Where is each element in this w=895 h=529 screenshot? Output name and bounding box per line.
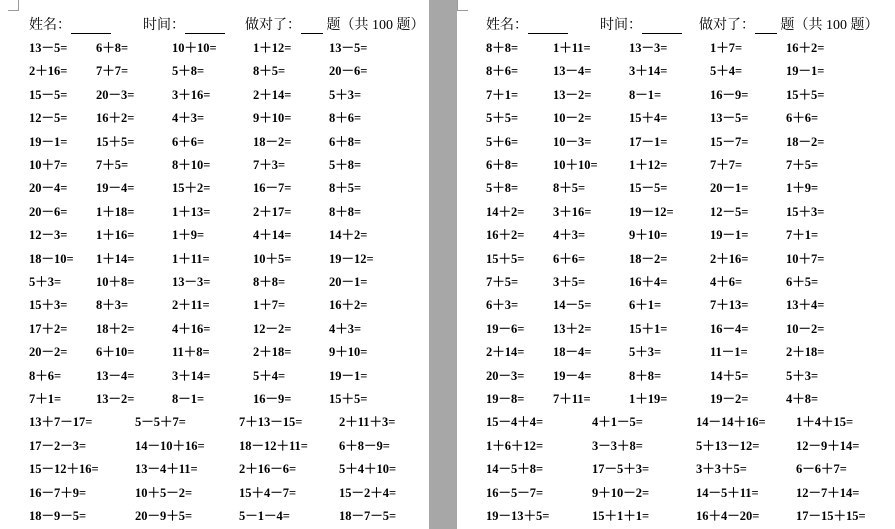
math-problem: 13－5=	[329, 41, 368, 55]
math-problem: 2＋17=	[253, 204, 292, 219]
time-blank[interactable]	[642, 19, 682, 34]
problem-row	[0, 132, 429, 152]
math-problem: 10＋5=	[253, 251, 292, 266]
math-problem: 1＋12=	[629, 158, 668, 172]
math-problem: 16＋2=	[96, 111, 135, 126]
math-problem: 9＋10=	[253, 111, 292, 126]
math-problem: 19－12=	[329, 251, 374, 266]
math-problem: 6－6＋7=	[796, 462, 847, 477]
time-field	[143, 14, 225, 34]
math-problem: 17－5＋3=	[592, 462, 650, 477]
math-problem: 8＋8=	[253, 275, 286, 289]
problem-row	[457, 459, 895, 479]
problem-row	[457, 132, 895, 152]
math-problem: 10－2=	[553, 111, 592, 126]
math-problem: 18－2=	[629, 251, 668, 266]
math-problem: 8＋8=	[486, 41, 519, 55]
problem-row	[0, 108, 429, 128]
math-problem: 18－12＋11=	[239, 438, 308, 453]
math-problem: 10－2=	[786, 321, 825, 336]
math-problem: 7＋5=	[786, 158, 819, 172]
math-problem: 5＋4=	[710, 64, 743, 79]
math-problem: 2＋16=	[710, 251, 749, 266]
math-problem: 16＋2=	[329, 298, 368, 313]
math-problem: 2＋14=	[253, 87, 292, 102]
problem-row	[0, 389, 429, 409]
math-problem: 7＋5=	[486, 275, 519, 289]
math-problem: 5＋6=	[486, 134, 519, 149]
math-problem: 1＋12=	[253, 41, 292, 55]
math-problem: 9＋10=	[329, 345, 368, 360]
math-problem: 19－1=	[786, 64, 825, 79]
math-problem: 2＋18=	[253, 345, 292, 360]
math-problem: 8＋10=	[172, 158, 211, 172]
math-problem: 15＋4－7=	[239, 485, 297, 500]
math-problem: 18－2=	[253, 134, 292, 149]
page-corner-mark	[457, 0, 468, 11]
math-problem: 2＋16－6=	[239, 462, 297, 477]
math-problem: 16－9=	[253, 392, 292, 406]
math-problem: 6＋3=	[486, 298, 519, 313]
math-problem: 13－4＋11=	[135, 462, 198, 477]
math-problem: 18－2=	[786, 134, 825, 149]
math-problem: 3＋14=	[629, 64, 668, 79]
math-problem: 5－5＋7=	[135, 415, 186, 430]
math-problem: 16－4=	[710, 321, 749, 336]
math-problem: 17－1=	[629, 134, 668, 149]
math-problem: 15＋1＋1=	[592, 509, 650, 523]
math-problem: 5＋3=	[629, 345, 662, 360]
math-problem: 3＋3＋5=	[696, 462, 747, 477]
name-field	[29, 14, 111, 34]
problem-row	[457, 225, 895, 245]
problem-row	[0, 249, 429, 269]
math-problem: 20－2=	[29, 345, 68, 360]
math-problem: 20－4=	[29, 181, 68, 196]
math-problem: 6＋8=	[329, 134, 362, 149]
math-problem: 2＋14=	[486, 345, 525, 360]
math-problem: 7＋13=	[710, 298, 749, 313]
math-problem: 1＋16=	[96, 228, 135, 243]
problem-row	[457, 85, 895, 105]
math-problem: 2＋18=	[786, 345, 825, 360]
math-problem: 16－7=	[253, 181, 292, 196]
name-label: 姓名：	[29, 18, 71, 33]
math-problem: 12－9＋14=	[796, 438, 860, 453]
math-problem: 11－1=	[710, 345, 748, 360]
math-problem: 12－5=	[29, 111, 68, 126]
math-problem: 1＋7=	[253, 298, 286, 313]
math-problem: 3＋16=	[553, 204, 592, 219]
problem-row	[457, 178, 895, 198]
math-problem: 15＋5=	[486, 251, 525, 266]
math-problem: 15－5=	[29, 87, 68, 102]
math-problem: 7＋13－15=	[239, 415, 303, 430]
problem-row	[0, 85, 429, 105]
math-problem: 7＋1=	[29, 392, 62, 406]
math-problem: 15＋2=	[172, 181, 211, 196]
problem-row	[0, 272, 429, 292]
math-problem: 8＋8=	[329, 204, 362, 219]
name-field	[486, 14, 568, 34]
math-problem: 5＋8=	[486, 181, 519, 196]
math-problem: 10＋10=	[172, 41, 217, 55]
math-problem: 4＋16=	[172, 321, 211, 336]
math-problem: 4＋3=	[329, 321, 362, 336]
math-problem: 17＋2=	[29, 321, 68, 336]
math-problem: 3＋14=	[172, 368, 211, 383]
problem-row	[457, 272, 895, 292]
math-problem: 18－9－5=	[29, 509, 87, 523]
math-problem: 19－13＋5=	[486, 509, 550, 523]
math-problem: 16－9=	[710, 87, 749, 102]
problem-row	[0, 178, 429, 198]
math-problem: 13－4=	[553, 64, 592, 79]
math-problem: 19－8=	[486, 392, 525, 406]
math-problem: 20－6=	[329, 64, 368, 79]
math-problem: 15＋5=	[96, 134, 135, 149]
math-problem: 18－7－5=	[339, 509, 397, 523]
math-problem: 6＋10=	[96, 345, 135, 360]
problem-row	[457, 412, 895, 432]
math-problem: 15－4＋4=	[486, 415, 544, 430]
math-problem: 16＋2=	[486, 228, 525, 243]
problem-row	[457, 506, 895, 526]
correct-label: 做对了：	[245, 18, 301, 33]
math-problem: 5－1－4=	[239, 509, 290, 523]
worksheet-header	[0, 14, 429, 34]
math-problem: 16＋2=	[786, 41, 825, 55]
problem-row	[457, 366, 895, 386]
math-problem: 6＋8=	[96, 41, 129, 55]
time-field	[600, 14, 682, 34]
problem-row	[0, 319, 429, 339]
problem-row	[0, 295, 429, 315]
problem-row	[0, 38, 429, 58]
score-field	[699, 14, 879, 34]
problem-row	[0, 459, 429, 479]
math-problem: 20－3=	[96, 87, 135, 102]
math-problem: 18－4=	[553, 345, 592, 360]
problem-row	[457, 155, 895, 175]
correct-suffix: 题（共 100 题）	[326, 18, 425, 33]
math-problem: 10＋8=	[96, 275, 135, 289]
math-problem: 5＋4＋10=	[339, 462, 397, 477]
name-blank[interactable]	[71, 19, 111, 34]
math-problem: 4＋6=	[710, 275, 743, 289]
math-problem: 8＋3=	[96, 298, 129, 313]
math-problem: 16－5－7=	[486, 485, 544, 500]
math-problem: 19－12=	[629, 204, 674, 219]
math-problem: 6＋8－9=	[339, 438, 390, 453]
math-problem: 10＋5－2=	[135, 485, 193, 500]
math-problem: 14－5=	[553, 298, 592, 313]
math-problem: 8＋8=	[629, 368, 662, 383]
math-problem: 4＋1－5=	[592, 415, 643, 430]
math-problem: 16＋4=	[629, 275, 668, 289]
math-problem: 11＋8=	[172, 345, 210, 360]
math-problem: 17－15＋15=	[796, 509, 866, 523]
problem-row	[457, 202, 895, 222]
problem-row	[457, 319, 895, 339]
math-problem: 14－5＋11=	[696, 485, 759, 500]
problem-row	[457, 249, 895, 269]
time-blank[interactable]	[185, 19, 225, 34]
math-problem: 13－4=	[96, 368, 135, 383]
math-problem: 2＋16=	[29, 64, 68, 79]
math-problem: 12－2=	[253, 321, 292, 336]
math-problem: 12－5=	[710, 204, 749, 219]
math-problem: 14－14＋16=	[696, 415, 766, 430]
math-problem: 14＋5=	[710, 368, 749, 383]
problem-row	[0, 506, 429, 526]
math-problem: 1＋11=	[172, 251, 210, 266]
math-problem: 7＋7=	[96, 64, 129, 79]
math-problem: 15＋5=	[786, 87, 825, 102]
math-problem: 15－12＋16=	[29, 462, 99, 477]
math-problem: 12－7＋14=	[796, 485, 860, 500]
math-problem: 4＋8=	[786, 392, 819, 406]
math-problem: 8＋6=	[29, 368, 62, 383]
worksheet-page-2	[457, 0, 895, 529]
math-problem: 19－4=	[96, 181, 135, 196]
math-problem: 4＋3=	[172, 111, 205, 126]
math-problem: 1＋14=	[96, 251, 135, 266]
problem-row	[0, 483, 429, 503]
math-problem: 7＋1=	[786, 228, 819, 243]
math-problem: 1＋9=	[172, 228, 205, 243]
math-problem: 15－2＋4=	[339, 485, 397, 500]
math-problem: 9＋10=	[629, 228, 668, 243]
math-problem: 10－3=	[553, 134, 592, 149]
math-problem: 19－6=	[486, 321, 525, 336]
problem-row	[0, 155, 429, 175]
math-problem: 14＋2=	[329, 228, 368, 243]
math-problem: 1＋4＋15=	[796, 415, 854, 430]
problem-row	[457, 61, 895, 81]
math-problem: 1＋6＋12=	[486, 438, 544, 453]
math-problem: 18＋2=	[96, 321, 135, 336]
math-problem: 5＋3=	[786, 368, 819, 383]
problem-row	[457, 38, 895, 58]
score-field	[245, 14, 425, 34]
math-problem: 5＋4=	[253, 368, 286, 383]
math-problem: 13－2=	[553, 87, 592, 102]
page-corner-mark	[8, 0, 19, 11]
math-problem: 5＋13－12=	[696, 438, 760, 453]
math-problem: 2＋11=	[172, 298, 210, 313]
problem-row	[0, 61, 429, 81]
math-problem: 8＋6=	[329, 111, 362, 126]
math-problem: 13＋7－17=	[29, 415, 93, 430]
math-problem: 1＋11=	[553, 41, 591, 55]
problem-row	[0, 436, 429, 456]
problem-row	[457, 389, 895, 409]
math-problem: 6＋6=	[786, 111, 819, 126]
math-problem: 10＋7=	[786, 251, 825, 266]
problem-row	[0, 412, 429, 432]
math-problem: 17－2－3=	[29, 438, 87, 453]
math-problem: 16＋4－20=	[696, 509, 760, 523]
time-label: 时间：	[143, 18, 185, 33]
math-problem: 3＋5=	[553, 275, 586, 289]
problem-row	[457, 436, 895, 456]
math-problem: 14－5＋8=	[486, 462, 544, 477]
problem-row	[0, 202, 429, 222]
math-problem: 8－1=	[629, 87, 662, 102]
math-problem: 20－6=	[29, 204, 68, 219]
problem-row	[0, 366, 429, 386]
math-problem: 5＋8=	[172, 64, 205, 79]
math-problem: 13－3=	[172, 275, 211, 289]
math-problem: 19－1=	[29, 134, 68, 149]
math-problem: 6＋6=	[553, 251, 586, 266]
math-problem: 15＋4=	[629, 111, 668, 126]
math-problem: 15＋3=	[786, 204, 825, 219]
math-problem: 6＋6=	[172, 134, 205, 149]
math-problem: 13－3=	[629, 41, 668, 55]
problem-row	[457, 483, 895, 503]
math-problem: 7＋1=	[486, 87, 519, 102]
math-problem: 8＋5=	[253, 64, 286, 79]
math-problem: 13＋4=	[786, 298, 825, 313]
score-blank[interactable]	[755, 19, 777, 34]
math-problem: 15－7=	[710, 134, 749, 149]
math-problem: 15＋1=	[629, 321, 668, 336]
math-problem: 19－2=	[710, 392, 749, 406]
math-problem: 13－5=	[29, 41, 68, 55]
problem-row	[0, 225, 429, 245]
math-problem: 7＋3=	[253, 158, 286, 172]
math-problem: 5＋3=	[329, 87, 362, 102]
math-problem: 19－1=	[710, 228, 749, 243]
math-problem: 14－10＋16=	[135, 438, 205, 453]
math-problem: 1＋7=	[710, 41, 743, 55]
math-problem: 3－3＋8=	[592, 438, 643, 453]
math-problem: 7＋5=	[96, 158, 129, 172]
math-problem: 18－10=	[29, 251, 74, 266]
name-label: 姓名：	[486, 18, 528, 33]
math-problem: 10＋10=	[553, 158, 598, 172]
correct-label: 做对了：	[699, 18, 755, 33]
math-problem: 6＋1=	[629, 298, 662, 313]
math-problem: 13－2=	[96, 392, 135, 406]
math-problem: 6＋5=	[786, 275, 819, 289]
math-problem: 13＋2=	[553, 321, 592, 336]
math-problem: 1＋18=	[96, 204, 135, 219]
math-problem: 5＋3=	[29, 275, 62, 289]
math-problem: 8＋6=	[486, 64, 519, 79]
correct-suffix: 题（共 100 题）	[780, 18, 879, 33]
problem-row	[457, 342, 895, 362]
worksheet-page-1	[0, 0, 429, 529]
math-problem: 15＋5=	[329, 392, 368, 406]
math-problem: 13－5=	[710, 111, 749, 126]
math-problem: 15＋3=	[29, 298, 68, 313]
time-label: 时间：	[600, 18, 642, 33]
math-problem: 6＋8=	[486, 158, 519, 172]
problem-row	[457, 108, 895, 128]
problem-row	[457, 295, 895, 315]
math-problem: 2＋11＋3=	[339, 415, 396, 430]
math-problem: 14＋2=	[486, 204, 525, 219]
math-problem: 5＋5=	[486, 111, 519, 126]
math-problem: 7＋11=	[553, 392, 591, 406]
math-problem: 19－4=	[553, 368, 592, 383]
math-problem: 10＋7=	[29, 158, 68, 172]
math-problem: 8－1=	[172, 392, 205, 406]
math-problem: 19－1=	[329, 368, 368, 383]
math-problem: 8＋5=	[553, 181, 586, 196]
score-blank[interactable]	[301, 19, 323, 34]
math-problem: 4＋14=	[253, 228, 292, 243]
problem-row	[0, 342, 429, 362]
math-problem: 3＋16=	[172, 87, 211, 102]
math-problem: 1＋19=	[629, 392, 668, 406]
math-problem: 12－3=	[29, 228, 68, 243]
math-problem: 1＋9=	[786, 181, 819, 196]
math-problem: 4＋3=	[553, 228, 586, 243]
math-problem: 5＋8=	[329, 158, 362, 172]
math-problem: 8＋5=	[329, 181, 362, 196]
math-problem: 16－7＋9=	[29, 485, 87, 500]
worksheet-header	[457, 14, 895, 34]
math-problem: 20－3=	[486, 368, 525, 383]
math-problem: 15－5=	[629, 181, 668, 196]
math-problem: 1＋13=	[172, 204, 211, 219]
name-blank[interactable]	[528, 19, 568, 34]
math-problem: 20－1=	[329, 275, 368, 289]
math-problem: 20－9＋5=	[135, 509, 193, 523]
math-problem: 7＋7=	[710, 158, 743, 172]
math-problem: 9＋10－2=	[592, 485, 650, 500]
math-problem: 20－1=	[710, 181, 749, 196]
